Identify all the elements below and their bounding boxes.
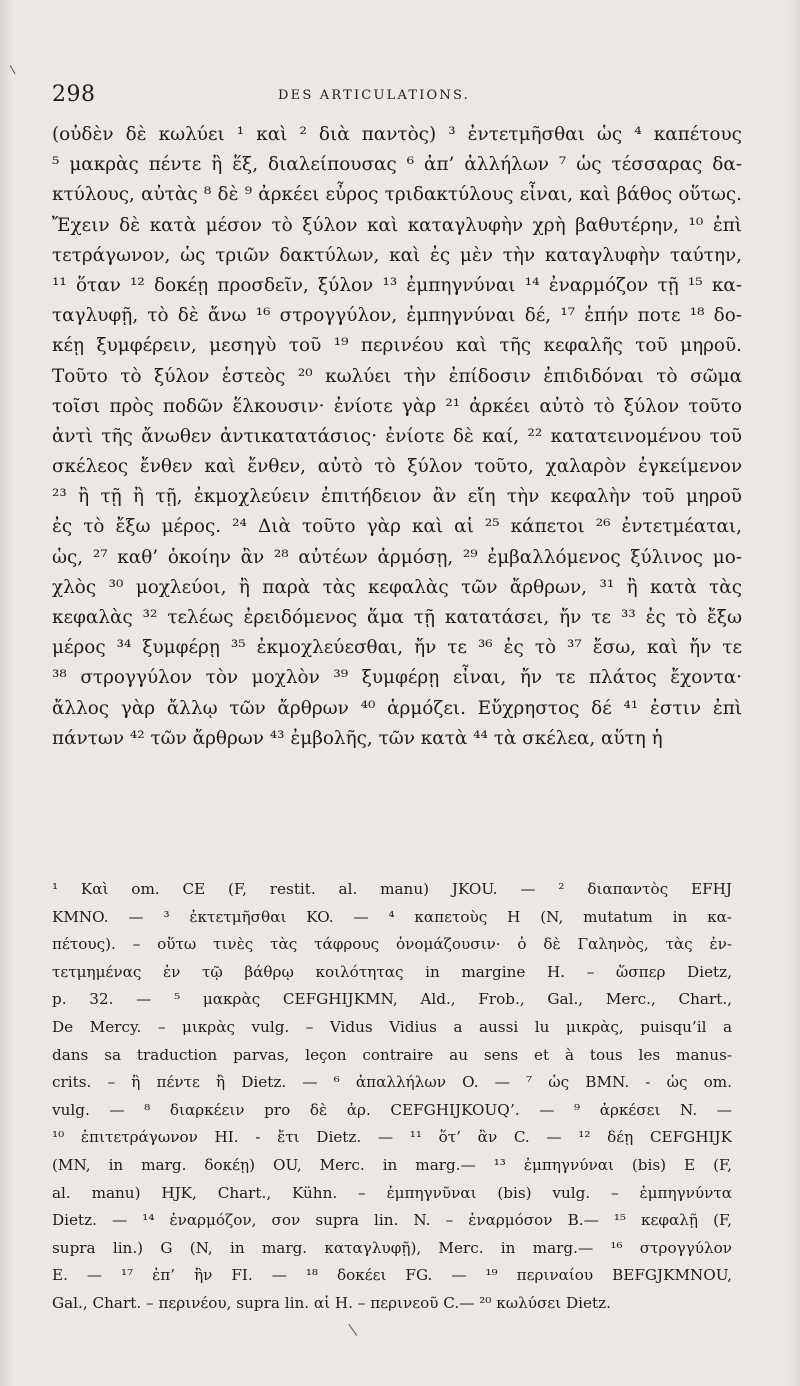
text-line: ²³ ἢ τῇ ἢ τῇ, ἐκμοχλεύειν ἐπιτήδειον ἂν εἴη τὴν κεφαλὴν τοῦ μηροῦ xyxy=(52,486,742,508)
footnote-line: De Mercy. – μικρὰς vulg. – Vidus Vidius a aussi lu μικρὰς, puisqu’il a xyxy=(52,1017,732,1036)
footnote-line: p. 32. — ⁵ μακρὰς CEFGHIJKMN, Ald., Frob., Gal., Merc., Chart., xyxy=(52,990,732,1009)
footnote-line: Dietz. — ¹⁴ ἐναρμόζον, σον supra lin. N. – ἐναρμόσον B.— ¹⁵ κεφαλῇ (F, xyxy=(52,1211,732,1230)
text-line: ταγλυφῇ, τὸ δὲ ἄνω ¹⁶ στρογγύλον, ἐμπηγνύναι δέ, ¹⁷ ἐπήν ποτε ¹⁸ δο- xyxy=(52,305,742,327)
page-mark xyxy=(10,64,18,75)
text-line: ὡς, ²⁷ καθ’ ὁκοίην ἂν ²⁸ αὐτέων ἁρμόσῃ, ²⁹ ἐμβαλλόμενος ξύλινος μο- xyxy=(52,546,742,568)
text-line: ἀντὶ τῆς ἄνωθεν ἀντικατατάσιος· ἐνίοτε δὲ καί, ²² κατατεινομένου τοῦ xyxy=(52,425,742,447)
text-line: τοῖσι πρὸς ποδῶν ἕλκουσιν· ἐνίοτε γὰρ ²¹ ἀρκέει αὐτὸ τὸ ξύλον τοῦτο xyxy=(52,395,742,417)
footnote-line: Gal., Chart. – περινέου, supra lin. αἱ H. – περινεοῦ C.— ²⁰ κωλύσει Dietz. xyxy=(52,1293,611,1312)
text-line: Τοῦτο τὸ ξύλον ἑστεὸς ²⁰ κωλύει τὴν ἐπίδοσιν ἐπιδιδόναι τὸ σῶμα xyxy=(52,365,742,387)
text-line: χλὸς ³⁰ μοχλεύοι, ἢ παρὰ τὰς κεφαλὰς τῶν ἄρθρων, ³¹ ἢ κατὰ τὰς xyxy=(52,576,742,598)
page-header xyxy=(52,82,752,116)
text-line: ἐς τὸ ἔξω μέρος. ²⁴ Διὰ τοῦτο γὰρ καὶ αἱ ²⁵ κάπετοι ²⁶ ἐντετμέαται, xyxy=(52,516,742,538)
text-line: ⁵ μακρὰς πέντε ἢ ἕξ, διαλείπουσας ⁶ ἀπ’ ἀλλήλων ⁷ ὡς τέσσαρας δα- xyxy=(52,154,742,176)
text-line: τετράγωνον, ὡς τριῶν δακτύλων, καὶ ἐς μὲν τὴν καταγλυφὴν ταύτην, xyxy=(52,244,742,266)
page-number: 298 xyxy=(52,82,96,107)
running-head: DES ARTICULATIONS. xyxy=(278,88,470,103)
text-line: κεφαλὰς ³² τελέως ἐρειδόμενος ἅμα τῇ κατατάσει, ἤν τε ³³ ἐς τὸ ἔξω xyxy=(52,607,742,628)
footnote-line: τετμημένας ἐν τῷ βάθρῳ κοιλότητας in margine H. – ὥσπερ Dietz, xyxy=(52,962,732,981)
footnotes xyxy=(52,876,732,1318)
footnote-line: vulg. — ⁸ διαρκέειν pro δὲ ἀρ. CEFGHIJKOUQ’. — ⁹ ἀρκέσει N. — xyxy=(52,1100,732,1119)
text-line: Ἔχειν δὲ κατὰ μέσον τὸ ξύλον καὶ καταγλυφὴν χρὴ βαθυτέρην, ¹⁰ ἐπὶ xyxy=(52,214,742,236)
text-line: σκέλεος ἔνθεν καὶ ἔνθεν, αὐτὸ τὸ ξύλον τοῦτο, χαλαρὸν ἐγκείμενον xyxy=(52,456,742,478)
footnote-line: ¹ Καὶ om. CE (F, restit. al. manu) JKOU. — ² διαπαντὸς EFHJ xyxy=(52,880,732,898)
footnote-line: πέτους). – οὕτω τινὲς τὰς τάφρους ὀνομάζουσιν· ὁ δὲ Γαληνὸς, τὰς ἐν- xyxy=(52,935,732,954)
footnote-line: dans sa traduction parvas, leçon contraire au sens et à tous les manus- xyxy=(52,1045,732,1064)
text-line: ¹¹ ὅταν ¹² δοκέῃ προσδεῖν, ξύλον ¹³ ἐμπηγνύναι ¹⁴ ἐναρμόζον τῇ ¹⁵ κα- xyxy=(52,274,742,296)
footnote-line: supra lin.) G (N, in marg. καταγλυφῇ), Merc. in marg.— ¹⁶ στρογγύλον xyxy=(52,1238,732,1257)
text-line: ³⁸ στρογγύλον τὸν μοχλὸν ³⁹ ξυμφέρῃ εἶναι, ἤν τε πλάτος ἔχοντα· xyxy=(52,667,742,689)
main-greek-text xyxy=(52,120,742,754)
footnote-line: ¹⁰ ἐπιτετράγωνον HI. - ἔτι Dietz. — ¹¹ ὅτ’ ἂν C. — ¹² δέῃ CEFGHIJK xyxy=(52,1128,732,1147)
text-line: ἄλλος γὰρ ἄλλῳ τῶν ἄρθρων ⁴⁰ ἁρμόζει. Εὔχρηστος δέ ⁴¹ ἐστιν ἐπὶ xyxy=(52,697,742,719)
footnote-line: E. — ¹⁷ ἐπ’ ἢν FI. — ¹⁸ δοκέει FG. — ¹⁹ περιναίου BEFGJKMNOU, xyxy=(52,1266,732,1285)
text-line: (οὐδὲν δὲ κωλύει ¹ καὶ ² διὰ παντὸς) ³ ἐντετμῆσθαι ὡς ⁴ καπέτους xyxy=(52,124,742,145)
footnote-line: al. manu) HJK, Chart., Kühn. – ἐμπηγνῦναι (bis) vulg. – ἐμπηγνύντα xyxy=(52,1183,732,1202)
footnote-line: crits. – ἢ πέντε ἢ Dietz. — ⁶ ἀπαλλήλων O. — ⁷ ὡς BMN. - ὡς om. xyxy=(52,1073,732,1092)
footnote-line: KMNO. — ³ ἐκτετμῆσθαι KO. — ⁴ καπετοὺς H (N, mutatum in κα- xyxy=(52,907,732,926)
footnote-line: (MN, in marg. δοκέῃ) OU, Merc. in marg.— ¹³ ἐμπηγνύναι (bis) E (F, xyxy=(52,1155,732,1174)
text-line: μέρος ³⁴ ξυμφέρῃ ³⁵ ἐκμοχλεύεσθαι, ἤν τε ³⁶ ἐς τὸ ³⁷ ἔσω, καὶ ἤν τε xyxy=(52,637,742,659)
text-line: κτύλους, αὐτὰς ⁸ δὲ ⁹ ἀρκέει εὖρος τριδακτύλους εἶναι, καὶ βάθος οὕτως. xyxy=(52,184,742,206)
text-line: πάντων ⁴² τῶν ἄρθρων ⁴³ ἐμβολῆς, τῶν κατὰ ⁴⁴ τὰ σκέλεα, αὕτη ἡ xyxy=(52,727,663,749)
text-line: κέῃ ξυμφέρειν, μεσηγὺ τοῦ ¹⁹ περινέου καὶ τῆς κεφαλῆς τοῦ μηροῦ. xyxy=(52,335,742,357)
page-mark xyxy=(348,1322,359,1336)
